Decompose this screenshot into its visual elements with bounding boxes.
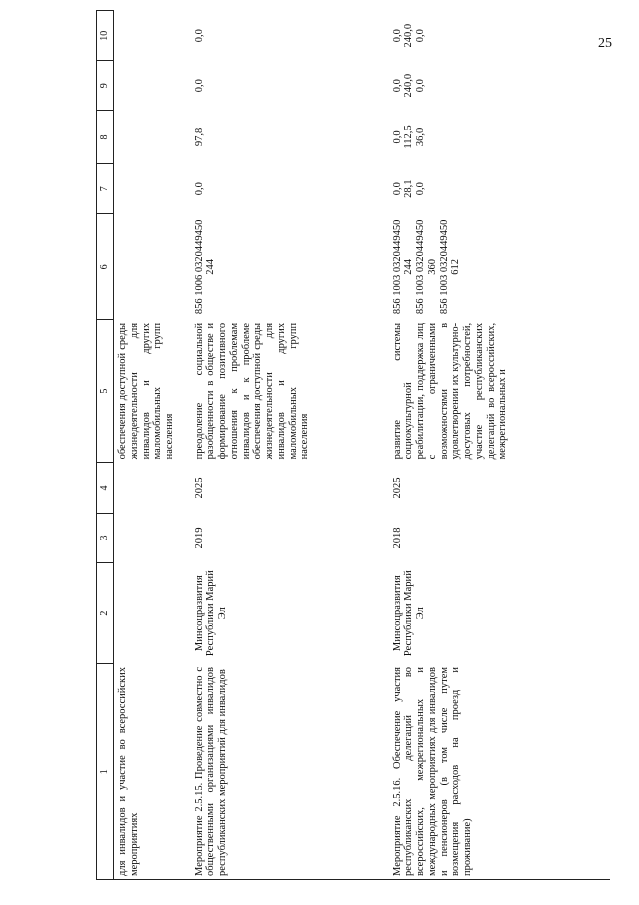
cell-start-year: 2018 [391, 527, 403, 549]
cell-result: обеспечения доступной среды жизнедеятельности для инвалидов и других маломобильных групп населения [117, 322, 175, 460]
table-row [390, 11, 610, 880]
header-col-4: 4 [97, 462, 114, 513]
cell-budget-code [114, 214, 192, 320]
cell-start-year: 2019 [193, 527, 205, 549]
cell-measure: Мероприятие 2.5.15. Проведение совместно с общественными организациями инвалидов республиканских мероприятий для инвалидов [192, 664, 390, 880]
cell-end-year: 2025 [193, 477, 205, 499]
header-row [97, 11, 114, 880]
cell-measure: для инвалидов и участие во всероссийских мероприятиях [114, 664, 192, 880]
program-table [96, 10, 610, 880]
page-number: 25 [598, 36, 612, 51]
cell-result: развитие системы социокультурной реабилитации, поддержка лиц с ограниченными возможностями в удовлетворении их культурно-досуговых потребностей, участие республиканских делегаций во всероссийских, межрегиональных и [391, 322, 509, 460]
header-col-8: 8 [97, 110, 114, 163]
cell-end-year: 2025 [391, 477, 403, 499]
cell-executor [114, 562, 192, 664]
cell-value-10: 0,0 240,0 0,0 [391, 23, 426, 48]
cell-value-10 [114, 11, 192, 61]
cell-value-8: 97,8 [193, 127, 205, 147]
cell-value-9: 0,0 [193, 79, 205, 93]
header-col-10: 10 [97, 11, 114, 61]
cell-executor: Минсоцразвития Республики Марий Эл [391, 570, 426, 657]
cell-budget-code: 856 1006 0320449450 244 [193, 219, 217, 315]
header-col-7: 7 [97, 163, 114, 213]
cell-value-10: 0,0 [193, 29, 205, 43]
header-col-5: 5 [97, 320, 114, 463]
cell-budget-code: 856 1003 0320449450 244 856 1003 0320449450 360 856 1003 0320449450 612 [391, 219, 462, 315]
table-row [192, 11, 390, 880]
header-col-2: 2 [97, 562, 114, 664]
cell-measure: Мероприятие 2.5.16. Обеспечение участия республиканских делегаций во всероссийских, межрегиональных и международных мероприятиях для инвалидов и пенсионеров (в том числе путем возмещения расходов на проезд и проживание) [390, 664, 610, 880]
cell-value-8 [114, 110, 192, 163]
cell-end-year [114, 462, 192, 513]
cell-start-year [114, 514, 192, 563]
table-row [114, 11, 192, 880]
cell-result: преодоление социальной разобщенности в обществе и формирование позитивного отношения к проблемам инвалидов и к проблеме обеспечения доступной среды жизнедеятельности для инвалидов и других маломобильных групп населения [193, 322, 311, 460]
cell-value-8: 0,0 112,5 36,0 [391, 125, 426, 149]
cell-value-7: 0,0 28,1 0,0 [391, 179, 426, 198]
cell-value-9 [114, 61, 192, 111]
cell-executor: Минсоцразвития Республики Марий Эл [193, 570, 228, 657]
header-col-6: 6 [97, 214, 114, 320]
header-col-9: 9 [97, 61, 114, 111]
cell-value-7: 0,0 [193, 182, 205, 196]
cell-value-9: 0,0 240,0 0,0 [391, 73, 426, 98]
cell-value-7 [114, 163, 192, 213]
header-col-3: 3 [97, 514, 114, 563]
header-col-1: 1 [97, 664, 114, 880]
rotated-table-container [96, 10, 616, 880]
